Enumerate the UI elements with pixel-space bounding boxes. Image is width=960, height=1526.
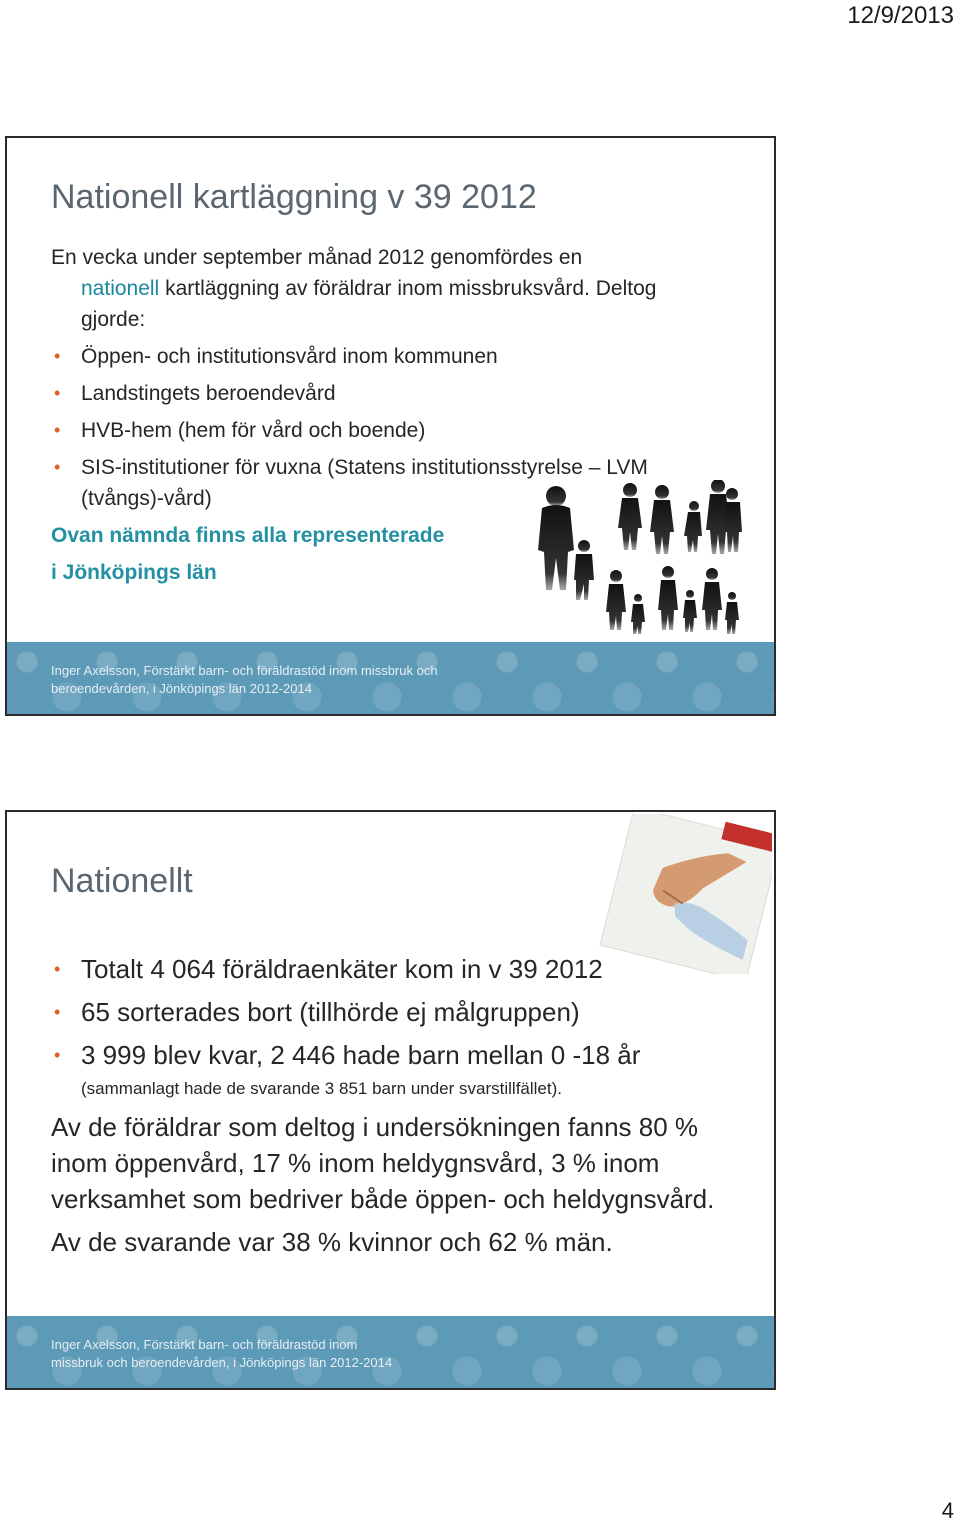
intro-line-2-text: kartläggning av föräldrar inom missbruksvård. Deltog <box>159 277 657 300</box>
page-number: 4 <box>941 1498 954 1523</box>
slide-footer <box>7 642 774 714</box>
bullet-item: • HVB-hem (hem för vård och boende) <box>51 415 734 446</box>
intro-line-3: gjorde: <box>81 308 146 331</box>
footer-text <box>51 1336 392 1372</box>
footer-line-2: missbruk och beroendevården, i Jönköpings län 2012-2014 <box>51 1355 393 1370</box>
paragraph-1: Av de föräldrar som deltog i undersökningen fanns 80 % inom öppenvård, 17 % inom heldygnsvård, 3 % inom verksamhet som bedriver både öppen- och heldygnsvård. <box>51 1112 715 1214</box>
bullet-item: • 65 sorterades bort (tillhörde ej målgruppen) <box>51 991 734 1034</box>
footer-text <box>51 662 438 698</box>
intro-line-2 <box>51 273 734 304</box>
slide-title: Nationell kartläggning v 39 2012 <box>51 178 537 216</box>
slide-body <box>51 948 734 1267</box>
slide-2 <box>5 810 776 1390</box>
footer-line-1: Inger Axelsson, Förstärkt barn- och föräldrastöd inom missbruk och <box>51 663 438 678</box>
bullet-item: • SIS-institutioner för vuxna (Statens institutionsstyrelse – LVM (tvångs)-vård) <box>51 452 734 514</box>
slide-title: Nationellt <box>51 862 193 900</box>
footer-line-2: beroendevården, i Jönköpings län 2012-2014 <box>51 681 312 696</box>
paragraph-2: Av de svarande var 38 % kvinnor och 62 % män. <box>51 1227 613 1257</box>
bullet-item: • 3 999 blev kvar, 2 446 hade barn mellan 0 -18 år <box>51 1034 734 1077</box>
bullet-item: • Öppen- och institutionsvård inom kommunen <box>51 341 734 372</box>
emphasis-line-2: i Jönköpings län <box>51 561 217 584</box>
bullet-note: (sammanlagt hade de svarande 3 851 barn under svarstillfället). <box>81 1079 562 1098</box>
slide-1 <box>5 136 776 716</box>
bullet-item: • Totalt 4 064 föräldraenkäter kom in v 39 2012 <box>51 948 734 991</box>
emphasis-line-1: Ovan nämnda finns alla representerade <box>51 524 445 547</box>
slide-footer <box>7 1316 774 1388</box>
page-date: 12/9/2013 <box>847 2 954 29</box>
footer-line-1: Inger Axelsson, Förstärkt barn- och föräldrastöd inom <box>51 1337 358 1352</box>
bullet-item: • Landstingets beroendevård <box>51 378 734 409</box>
bullet-list <box>51 948 734 1077</box>
intro-line-1: En vecka under september månad 2012 genomfördes en <box>51 246 583 269</box>
highlight-word: nationell <box>81 277 160 300</box>
